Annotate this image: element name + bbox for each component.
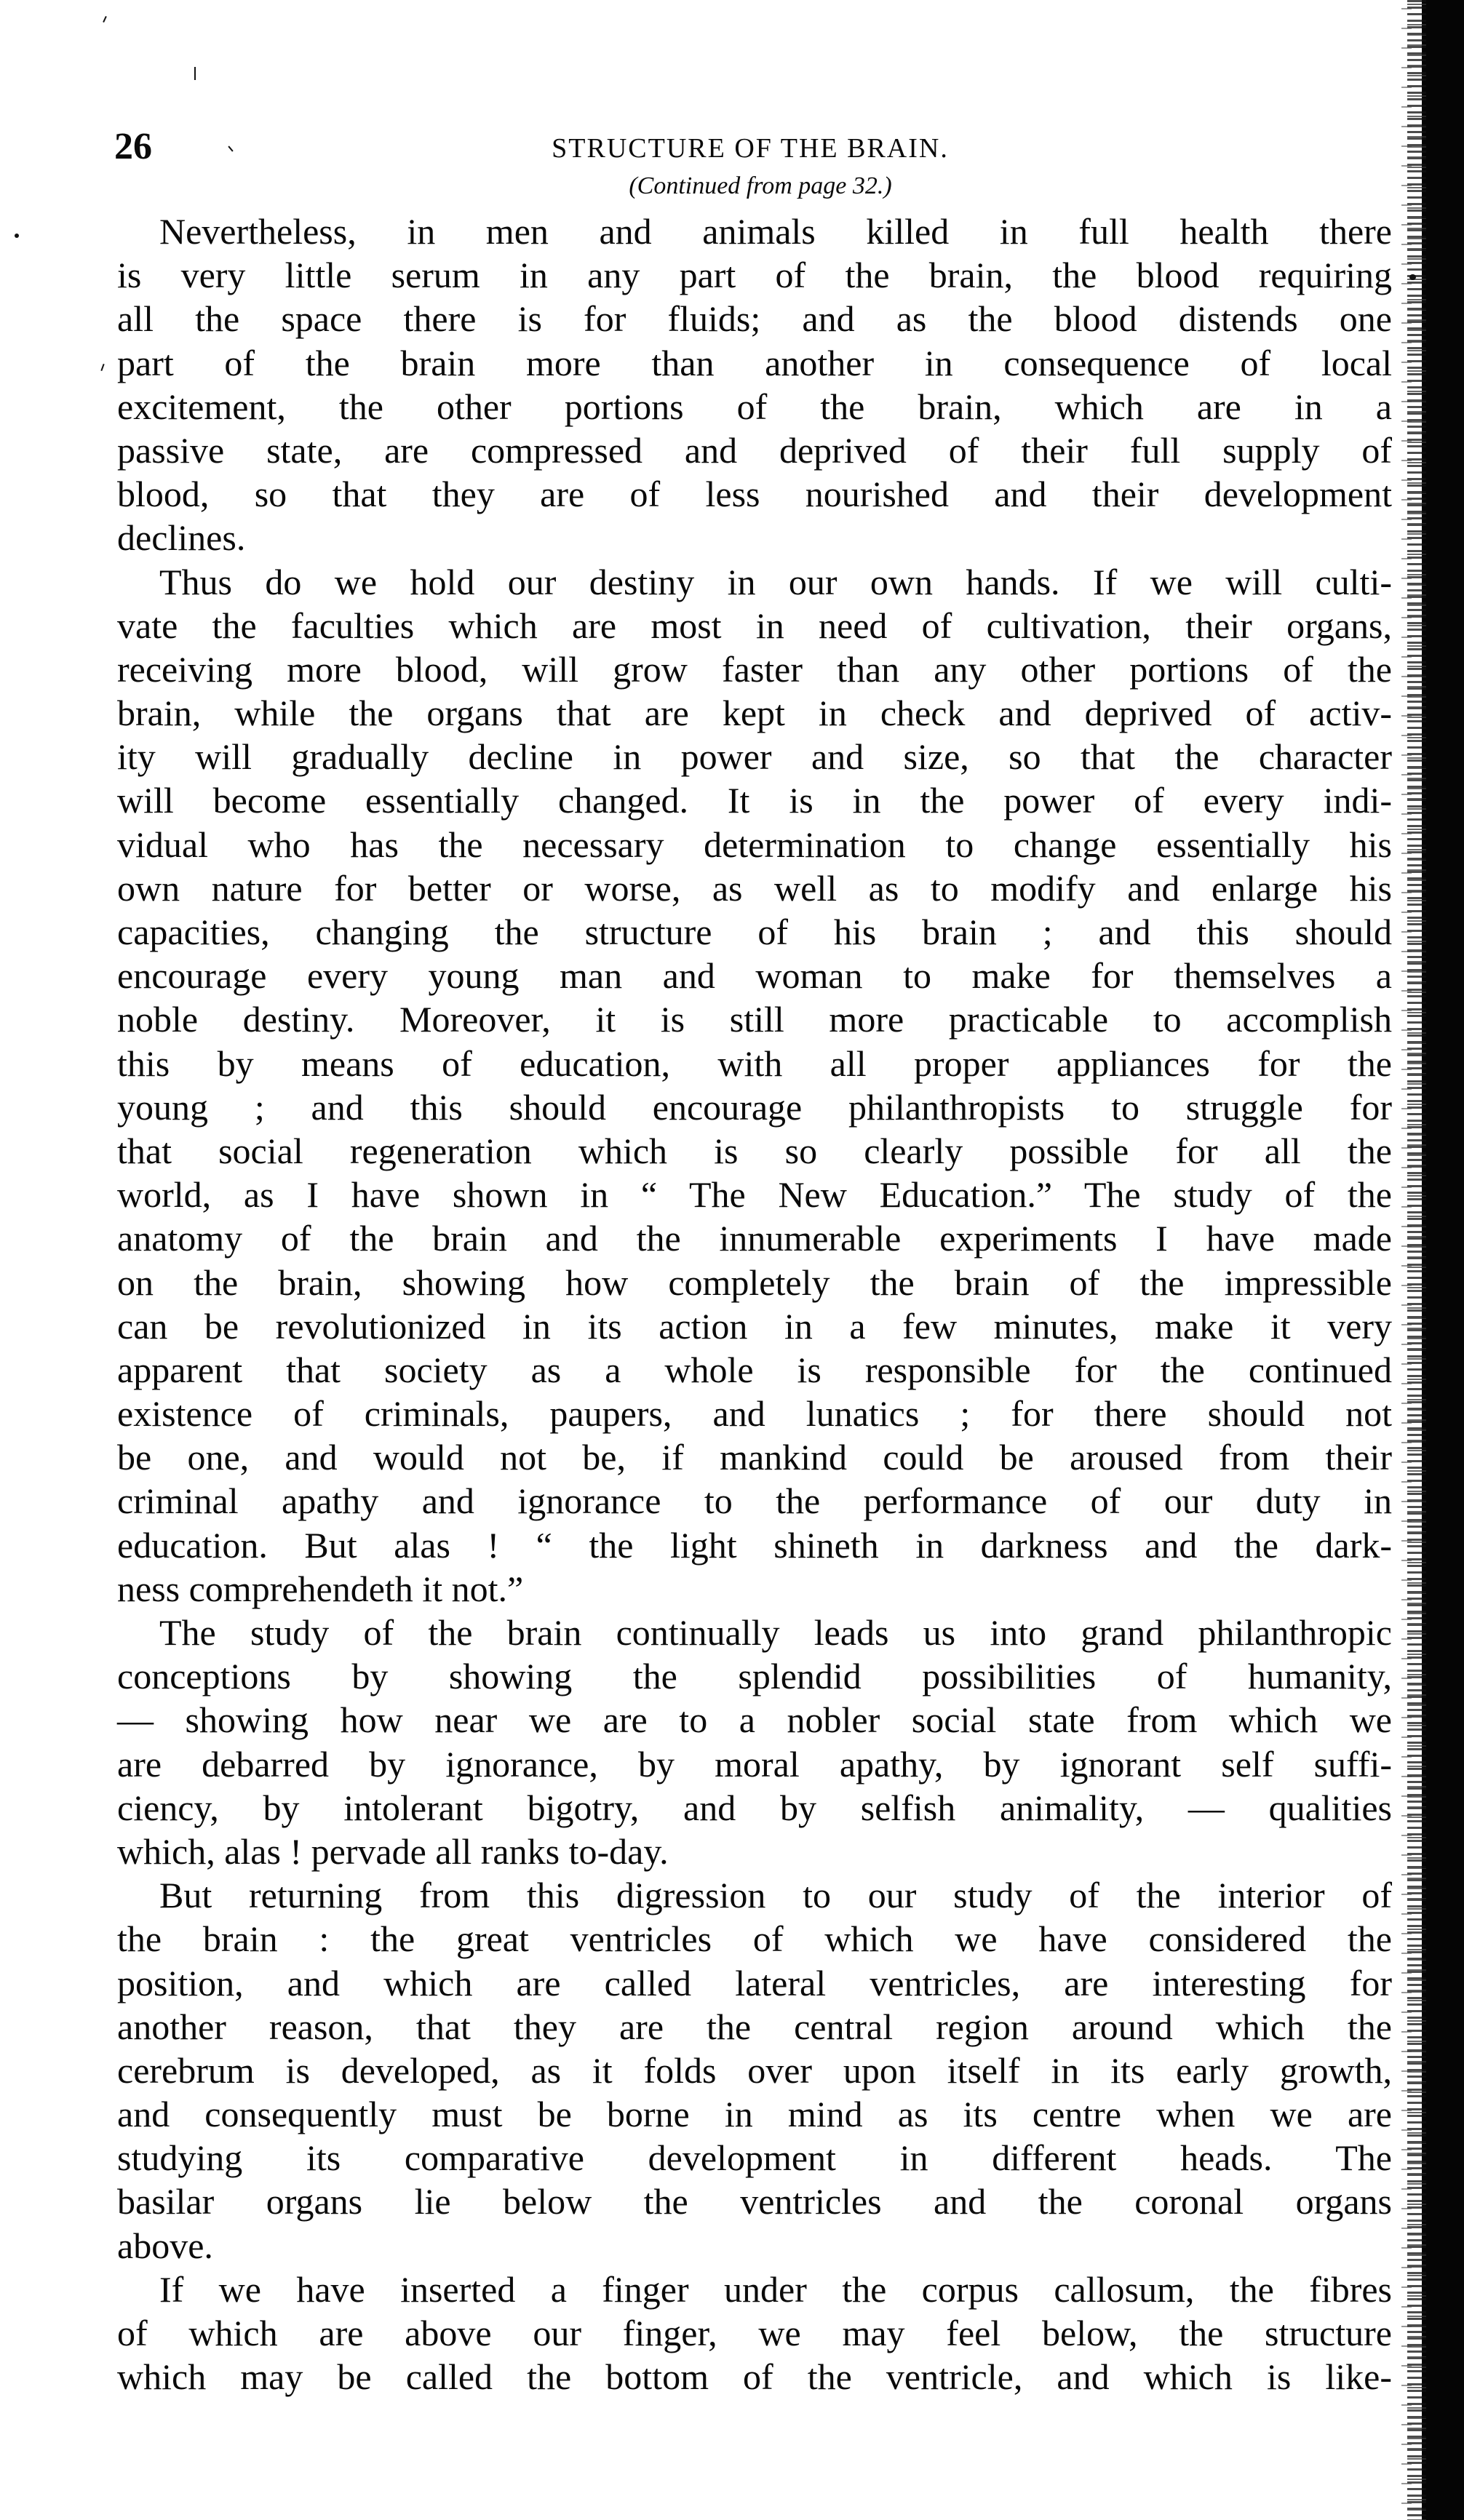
paragraph-2	[117, 560, 1392, 1611]
text-line: vate the faculties which are most in need of cultivation, their organs,	[117, 605, 1392, 646]
text-line: anatomy of the brain and the innumerable experiments I have made	[117, 1218, 1392, 1259]
page-number: 26	[114, 126, 152, 167]
text-line: are debarred by ignorance, by moral apathy, by ignorant self suffi-	[117, 1743, 1392, 1785]
text-line: that social regeneration which is so clearly possible for all the	[117, 1130, 1392, 1171]
text-line: Nevertheless, in men and animals killed in full health there	[159, 211, 1392, 252]
text-line: excitement, the other portions of the brain, which are in a	[117, 386, 1392, 427]
scan-speck	[1409, 274, 1416, 280]
text-line: another reason, that they are the central region around which the	[117, 2006, 1392, 2047]
text-line: If we have inserted a finger under the corpus callosum, the fibres	[159, 2268, 1392, 2310]
body-text	[117, 210, 1392, 2399]
paragraph-4	[117, 1873, 1392, 2268]
paragraph-1	[117, 210, 1392, 560]
text-line: But returning from this digression to our study of the interior of	[159, 1875, 1392, 1916]
text-line: young ; and this should encourage philanthropists to struggle for	[117, 1086, 1392, 1128]
text-line: this by means of education, with all proper appliances for the	[117, 1042, 1392, 1084]
paragraph-5	[117, 2268, 1392, 2399]
text-line: existence of criminals, paupers, and lunatics ; for there should not	[117, 1393, 1392, 1435]
text-line: noble destiny. Moreover, it is still more practicable to accomplish	[117, 999, 1392, 1040]
text-line: part of the brain more than another in consequence of local	[117, 342, 1392, 383]
text-line: and consequently must be borne in mind as its centre when we are	[117, 2094, 1392, 2135]
text-line: ness comprehendeth it not.”	[117, 1568, 524, 1609]
text-line: encourage every young man and woman to make for themselves a	[117, 955, 1392, 997]
scan-speck	[15, 234, 19, 238]
text-line: cerebrum is developed, as it folds over upon itself in its early growth,	[117, 2049, 1392, 2091]
binding-shadow-speckle	[1401, 0, 1412, 2520]
text-line: receiving more blood, will grow faster than any other portions of the	[117, 648, 1392, 690]
text-line: criminal apathy and ignorance to the performance of our duty in	[117, 1480, 1392, 1522]
text-line: which, alas ! pervade all ranks to-day.	[117, 1830, 669, 1872]
text-line: conceptions by showing the splendid possibilities of humanity,	[117, 1656, 1392, 1697]
text-line: studying its comparative development in different heads. The	[117, 2137, 1392, 2179]
text-line: ciency, by intolerant bigotry, and by selfish animality, — qualities	[117, 1787, 1392, 1828]
text-line: education. But alas ! “ the light shineth in darkness and the dark-	[117, 1524, 1392, 1566]
paragraph-3	[117, 1611, 1392, 1873]
continued-note: (Continued from page 32.)	[629, 172, 892, 199]
page-header	[114, 125, 1392, 169]
text-line: apparent that society as a whole is responsible for the continued	[117, 1349, 1392, 1390]
text-line: is very little serum in any part of the brain, the blood requiring	[117, 255, 1392, 296]
text-line: above.	[117, 2225, 213, 2266]
text-line: blood, so that they are of less nourished and their development	[117, 474, 1392, 515]
text-line: ity will gradually decline in power and size, so that the character	[117, 736, 1392, 778]
text-line: — showing how near we are to a nobler social state from which we	[117, 1699, 1392, 1741]
text-line: passive state, are compressed and deprived of their full supply of	[117, 429, 1392, 471]
binding-shadow-edge	[1422, 0, 1464, 2520]
text-line: world, as I have shown in “ The New Education.” The study of the	[117, 1174, 1392, 1216]
text-line: Thus do we hold our destiny in our own hands. If we will culti-	[159, 561, 1392, 602]
running-title: STRUCTURE OF THE BRAIN.	[552, 133, 949, 164]
text-line: on the brain, showing how completely the brain of the impressible	[117, 1261, 1392, 1303]
text-line: brain, while the organs that are kept in check and deprived of activ-	[117, 693, 1392, 734]
text-line: be one, and would not be, if mankind could be aroused from their	[117, 1437, 1392, 1478]
text-line: of which are above our finger, we may feel below, the structure	[117, 2313, 1392, 2353]
text-line: which may be called the bottom of the ventricle, and which is like-	[117, 2356, 1392, 2398]
text-line: basilar organs lie below the ventricles and the coronal organs	[117, 2181, 1392, 2222]
scan-speck	[100, 364, 104, 371]
scan-speck	[103, 16, 107, 23]
text-line: position, and which are called lateral ventricles, are interesting for	[117, 1962, 1392, 2003]
scan-speck	[194, 67, 196, 80]
text-line: The study of the brain continually leads us into grand philanthropic	[159, 1612, 1392, 1653]
text-line: all the space there is for fluids; and as the blood distends one	[117, 298, 1392, 340]
text-line: own nature for better or worse, as well as to modify and enlarge his	[117, 867, 1392, 909]
text-line: will become essentially changed. It is in the power of every indi-	[117, 780, 1392, 821]
text-line: capacities, changing the structure of his brain ; and this should	[117, 912, 1392, 952]
text-line: vidual who has the necessary determination to change essentially his	[117, 824, 1392, 865]
text-line: the brain : the great ventricles of which we have considered the	[117, 1918, 1392, 1960]
text-line: can be revolutionized in its action in a few minutes, make it very	[117, 1305, 1392, 1347]
text-line: declines.	[117, 517, 246, 559]
